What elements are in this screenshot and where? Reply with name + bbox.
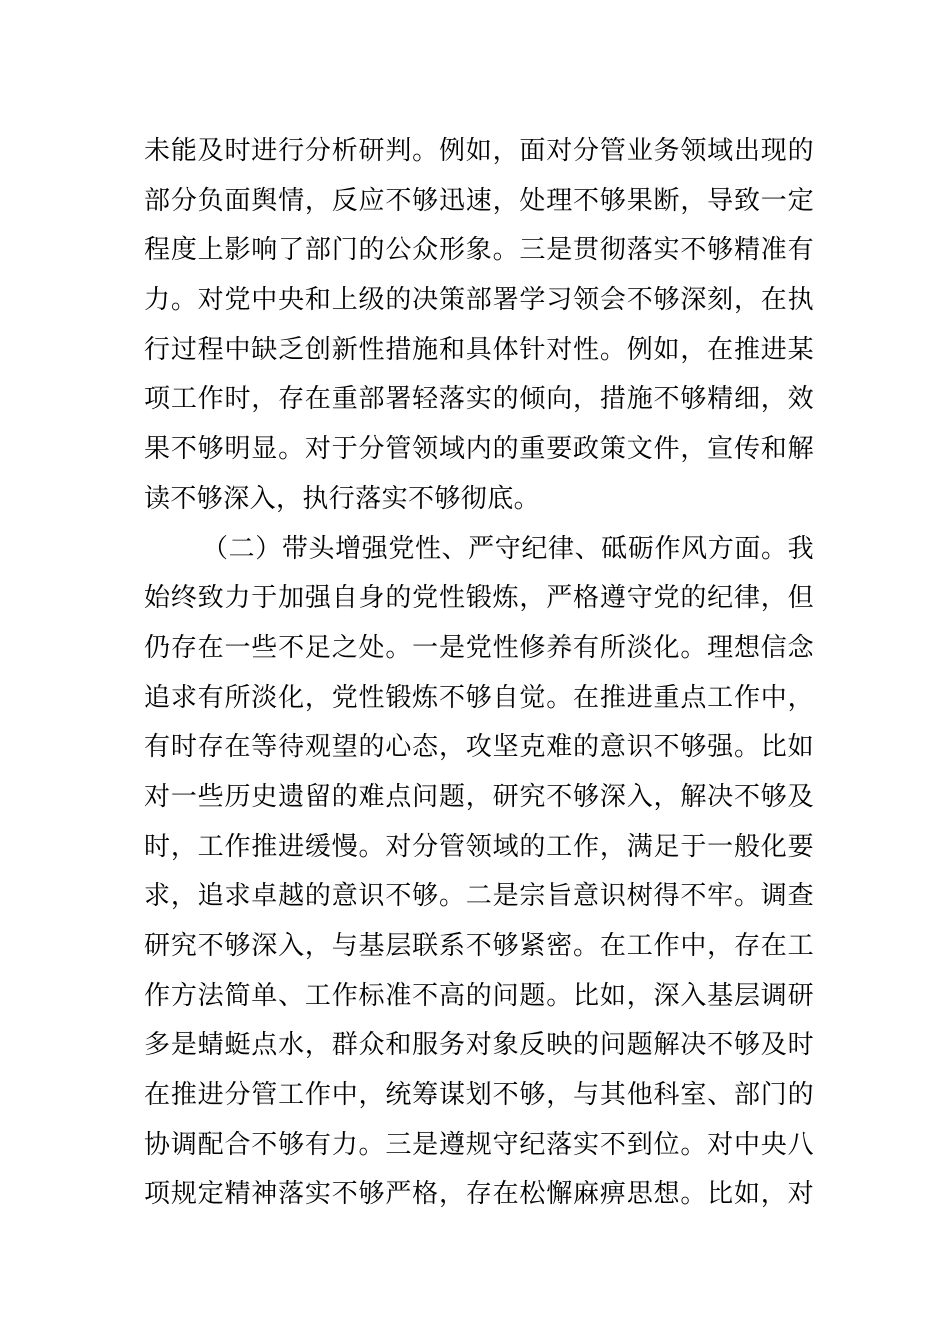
paragraph-line: 追求有所淡化，党性锻炼不够自觉。在推进重点工作中，: [144, 682, 814, 713]
paragraph-line: 对一些历史遗留的难点问题，研究不够深入，解决不够及: [144, 781, 814, 812]
paragraph-line: 求，追求卓越的意识不够。二是宗旨意识树得不牢。调查: [144, 881, 814, 912]
paragraph-line: 时，工作推进缓慢。对分管领域的工作，满足于一般化要: [144, 831, 814, 862]
paragraph-line: 研究不够深入，与基层联系不够紧密。在工作中，存在工: [144, 931, 814, 961]
section-heading-line: （二）带头增强党性、严守纪律、砥砺作风方面。我: [202, 533, 814, 564]
paragraph-line: 在推进分管工作中，统筹谋划不够，与其他科室、部门的: [144, 1080, 814, 1111]
paragraph-line: 行过程中缺乏创新性措施和具体针对性。例如，在推进某: [144, 334, 814, 365]
paragraph-line: 项规定精神落实不够严格，存在松懈麻痹思想。比如，对: [144, 1179, 814, 1210]
paragraph-line: 读不够深入，执行落实不够彻底。: [144, 483, 541, 514]
paragraph-2: [144, 525, 814, 1221]
paragraph-line: 项工作时，存在重部署轻落实的倾向，措施不够精细，效: [144, 384, 814, 415]
paragraph-line: 仍存在一些不足之处。一是党性修养有所淡化。理想信念: [144, 632, 814, 663]
document-body: [144, 127, 814, 1220]
paragraph-line: 始终致力于加强自身的党性锻炼，严格遵守党的纪律，但: [144, 583, 814, 614]
paragraph-1: [144, 127, 814, 525]
paragraph-line: 作方法简单、工作标准不高的问题。比如，深入基层调研: [144, 980, 814, 1011]
paragraph-line: 未能及时进行分析研判。例如，面对分管业务领域出现的: [144, 136, 814, 166]
paragraph-line: 部分负面舆情，反应不够迅速，处理不够果断，导致一定: [144, 185, 814, 216]
paragraph-line: 果不够明显。对于分管领域内的重要政策文件，宣传和解: [144, 434, 814, 465]
paragraph-line: 协调配合不够有力。三是遵规守纪落实不到位。对中央八: [144, 1129, 814, 1160]
paragraph-line: 多是蜻蜓点水，群众和服务对象反映的问题解决不够及时: [144, 1030, 814, 1061]
paragraph-line: 力。对党中央和上级的决策部署学习领会不够深刻，在执: [144, 285, 814, 316]
paragraph-line: 有时存在等待观望的心态，攻坚克难的意识不够强。比如: [144, 732, 814, 763]
paragraph-line: 程度上影响了部门的公众形象。三是贯彻落实不够精准有: [144, 235, 814, 266]
